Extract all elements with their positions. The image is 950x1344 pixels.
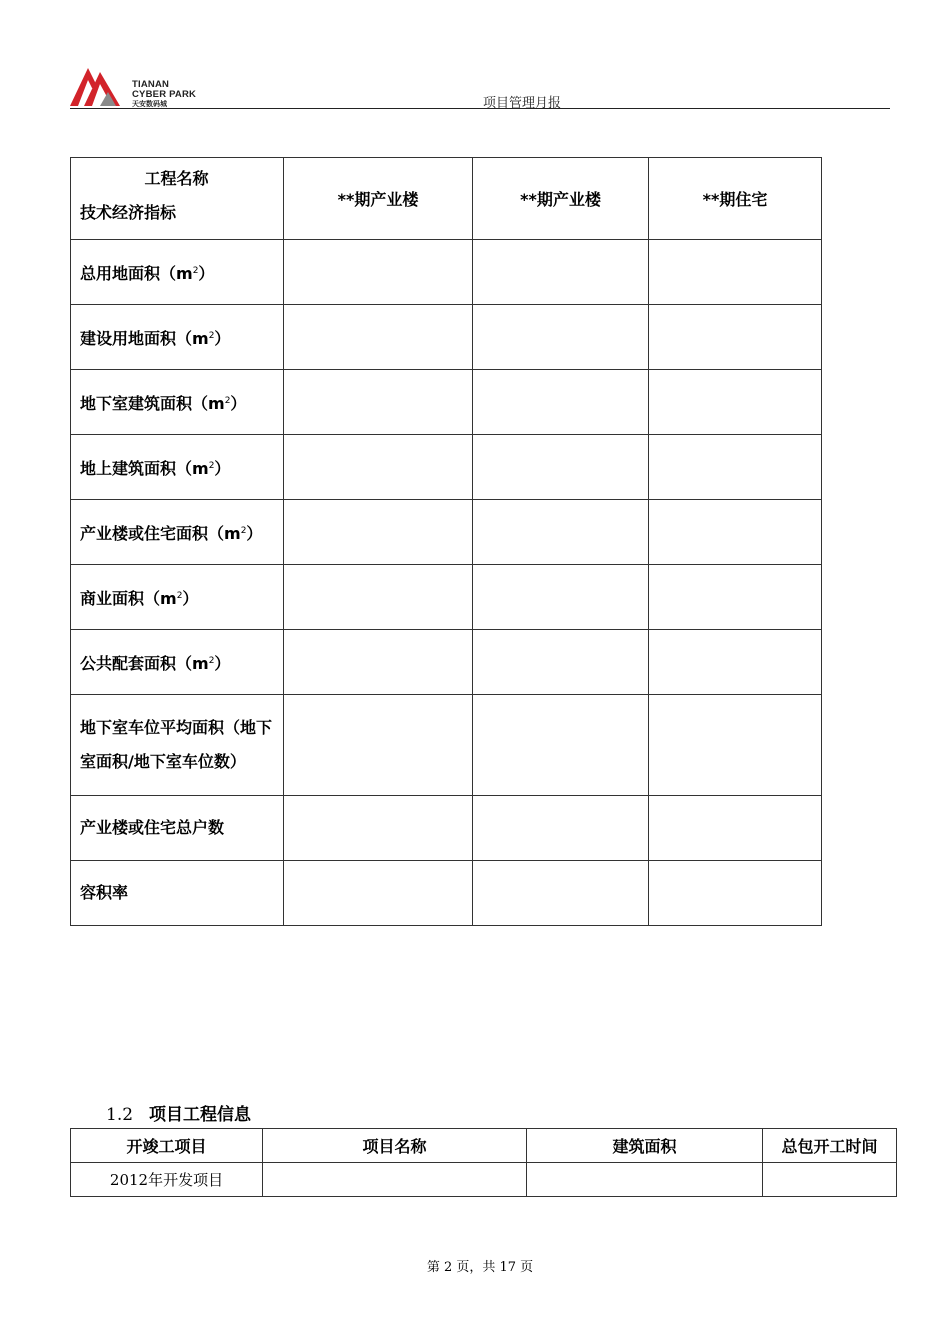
corner-header-top: 工程名称 [144,168,209,188]
indicator-value-cell [473,240,649,305]
unit-superscript: 2 [240,525,247,536]
column-header: **期住宅 [649,158,822,240]
indicator-label: 总用地面积$(m^2)$ [71,240,284,305]
project-table-cell [763,1163,897,1197]
unit-superscript: 2 [192,265,199,276]
indicator-row [71,796,822,861]
header-rule [70,108,890,109]
unit-superscript: 2 [208,460,215,471]
indicator-row [71,695,822,796]
indicator-value-cell [473,500,649,565]
indicator-row [71,500,822,565]
indicator-label: 地下室建筑面积$(m^2)$ [71,370,284,435]
indicator-label: 地下室车位平均面积（地下室面积/地下室车位数） [71,695,284,796]
indicator-row [71,861,822,926]
indicator-row [71,305,822,370]
indicator-table-header-row [71,158,822,240]
project-table-cell [263,1163,527,1197]
indicator-value-cell [284,305,473,370]
indicator-value-cell [473,565,649,630]
indicator-value-cell [473,695,649,796]
indicator-value-cell [473,630,649,695]
indicator-label: 产业楼或住宅总户数 [71,796,284,861]
indicator-row [71,630,822,695]
section-title: 项目工程信息 [149,1105,252,1125]
unit-superscript: 2 [208,655,215,666]
page-footer: 第 2 页，共 17 页 [426,1260,534,1275]
indicator-row [71,565,822,630]
indicator-label: 地上建筑面积$(m^2)$ [71,435,284,500]
project-info-table [70,1128,897,1197]
indicator-value-cell [284,370,473,435]
unit-superscript: 2 [208,330,215,341]
project-table-row [71,1163,897,1197]
indicator-value-cell [284,565,473,630]
indicator-value-cell [649,370,822,435]
indicator-value-cell [649,861,822,926]
indicator-value-cell [284,796,473,861]
indicator-value-cell [284,240,473,305]
indicator-value-cell [284,630,473,695]
project-table-cell [527,1163,763,1197]
project-table-header-row [71,1129,897,1163]
indicator-value-cell [284,500,473,565]
logo-line-2: CYBER PARK [132,89,197,100]
indicator-value-cell [649,435,822,500]
indicator-value-cell [649,500,822,565]
indicator-value-cell [284,695,473,796]
indicator-value-cell [649,565,822,630]
indicator-label: 容积率 [71,861,284,926]
indicator-value-cell [649,796,822,861]
project-table-header: 开竣工项目 [71,1129,263,1163]
column-header: **期产业楼 [473,158,649,240]
logo-line-3: 天安数码城 [132,101,167,108]
logo-line-1: TIANAN [132,79,170,90]
corner-header-bottom: 技术经济指标 [80,202,177,222]
technical-indicator-table [70,157,822,926]
unit-superscript: 2 [176,590,183,601]
indicator-value-cell [649,630,822,695]
project-table-header: 项目名称 [263,1129,527,1163]
indicator-value-cell [473,861,649,926]
indicator-value-cell [473,796,649,861]
corner-header-cell [71,158,284,240]
indicator-label: 建设用地面积$(m^2)$ [71,305,284,370]
indicator-label: 商业面积$(m^2)$ [71,565,284,630]
section-number: 1.2 [106,1105,134,1125]
indicator-value-cell [473,305,649,370]
indicator-value-cell [649,305,822,370]
indicator-label: 公共配套面积$(m^2)$ [71,630,284,695]
project-table-header: 建筑面积 [527,1129,763,1163]
indicator-value-cell [473,370,649,435]
indicator-row [71,240,822,305]
indicator-value-cell [649,240,822,305]
indicator-row [71,435,822,500]
section-heading [106,1100,251,1125]
indicator-value-cell [284,861,473,926]
indicator-row [71,370,822,435]
column-header: **期产业楼 [284,158,473,240]
unit-superscript: 2 [224,395,231,406]
indicator-value-cell [649,695,822,796]
project-table-cell: 2012年开发项目 [71,1163,263,1197]
indicator-value-cell [284,435,473,500]
indicator-value-cell [473,435,649,500]
header-title: 项目管理月报 [482,96,561,111]
project-table-header: 总包开工时间 [763,1129,897,1163]
indicator-label: 产业楼或住宅面积$(m^2)$ [71,500,284,565]
